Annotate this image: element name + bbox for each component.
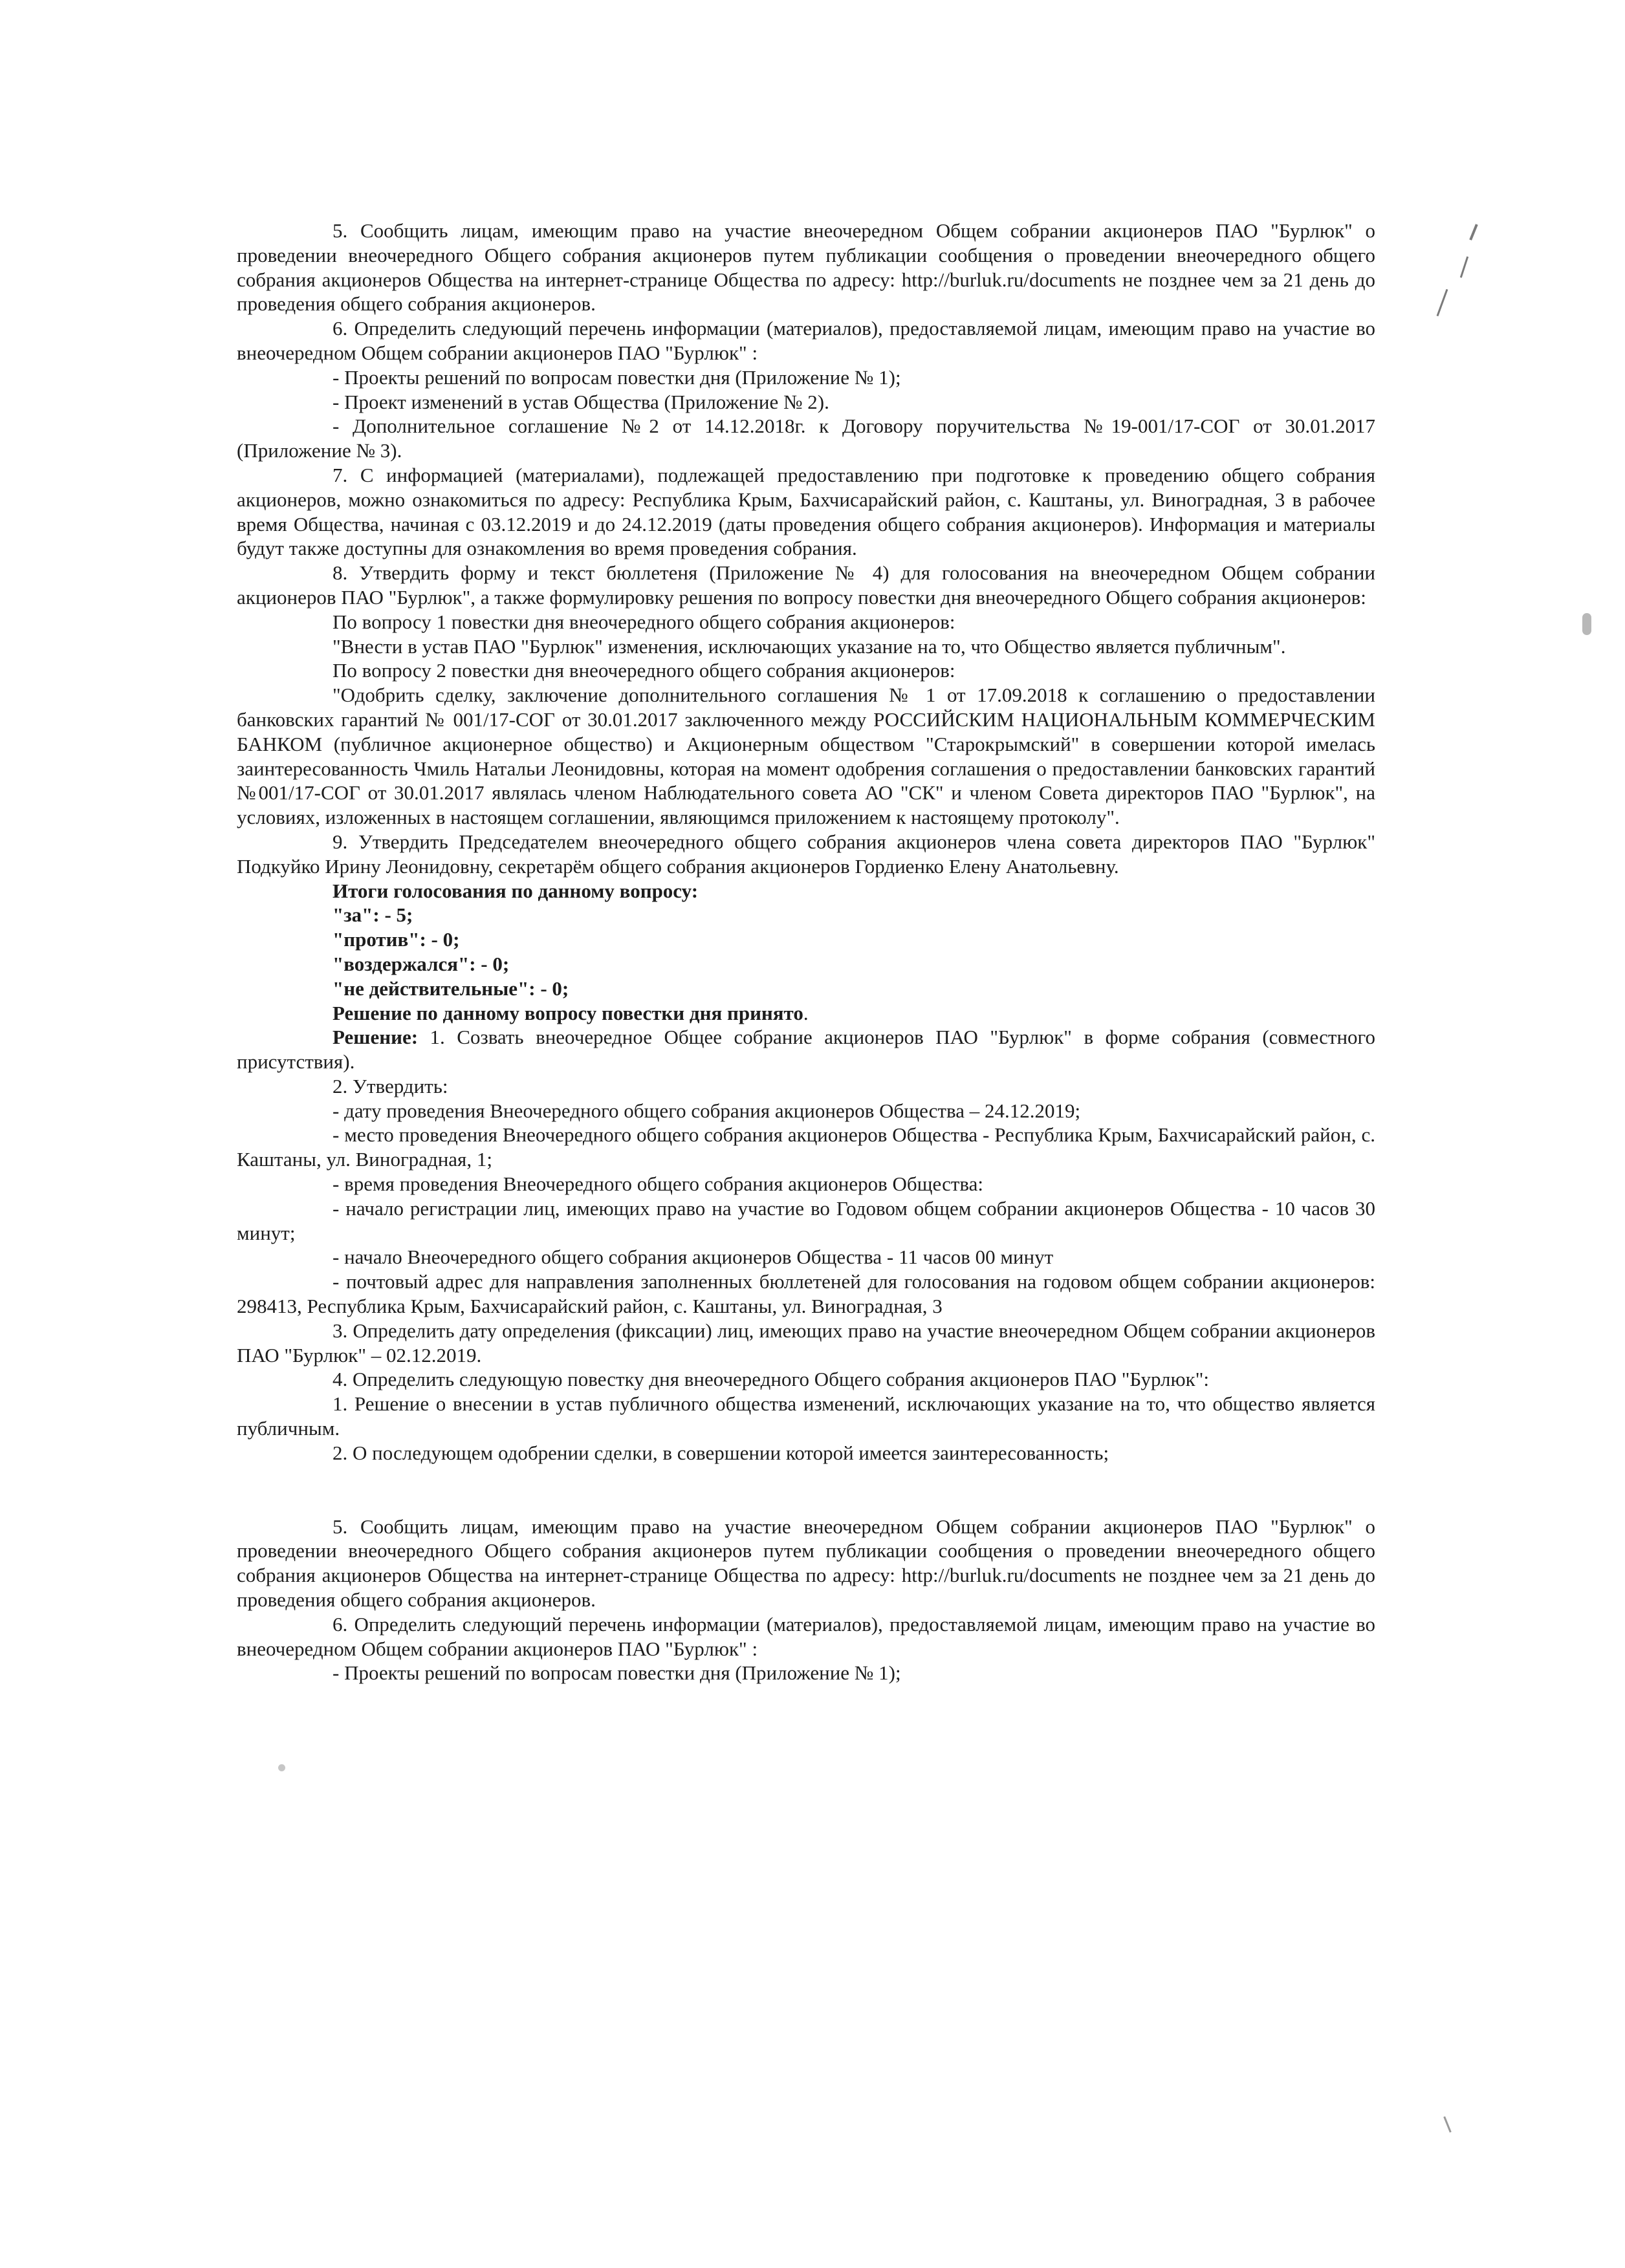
list-item: - начало регистрации лиц, имеющих право на участие во Годовом общем собрании акционеров Общества - 10 часов 30 минут; bbox=[237, 1196, 1375, 1244]
votes-against: "против": - 0; bbox=[333, 928, 460, 951]
list-item: - почтовый адрес для направления заполненных бюллетеней для голосования на годовом общем собрании акционеров: 298413, Республика Крым, Бахчисарайский район, с. Каштаны, ул. Виноградная, 3 bbox=[237, 1270, 1375, 1318]
agenda-question-2-heading: По вопросу 2 повестки дня внеочередного общего собрания акционеров: bbox=[333, 659, 955, 682]
paragraph-item-7: 7. С информацией (материалами), подлежащей предоставлению при подготовке к проведению общего собрания акционеров, можно ознакомиться по адресу: Республика Крым, Бахчисарайский район, с. Каштаны, ул. Виноградная, 3 в рабочее время Общества, начиная с 03.12.2019 и до 24.12.2019 (даты проведения общего собрания акционеров). Информация и материалы будут также доступны для ознакомления во время проведения собрания. bbox=[237, 463, 1375, 560]
votes-abstain: "воздержался": - 0; bbox=[333, 952, 510, 975]
decision-label: Решение: bbox=[333, 1026, 419, 1049]
paragraph-item-8: 8. Утвердить форму и текст бюллетеня (Приложение № 4) для голосования на внеочередном Общем собрании акционеров ПАО "Бурлюк", а также формулировку решения по вопросу повестки дня внеочередного Общего собрания акционеров: bbox=[237, 561, 1375, 609]
scan-mark bbox=[1437, 289, 1448, 316]
decision-item-3: 3. Определить дату определения (фиксации) лиц, имеющих право на участие внеочередном Общем собрании акционеров ПАО "Бурлюк" – 02.12.2019. bbox=[237, 1319, 1375, 1366]
section-gap bbox=[237, 1465, 1375, 1515]
list-item: - дату проведения Внеочередного общего собрания акционеров Общества – 24.12.2019; bbox=[333, 1099, 1081, 1122]
paragraph-item-5: 5. Сообщить лицам, имеющим право на участие внеочередном Общем собрании акционеров ПАО "Бурлюк" о проведении внеочередного Общего собрания акционеров путем публикации сообщения о проведении внеочередного общего собрания акционеров Общества на интернет-странице Общества по адресу: http://burluk.ru/documents не позднее чем за 21 день до проведения общего собрания акционеров. bbox=[237, 219, 1375, 316]
list-item: - начало Внеочередного общего собрания акционеров Общества - 11 часов 00 минут bbox=[333, 1246, 1054, 1269]
list-item: - Проекты решений по вопросам повестки дня (Приложение № 1); bbox=[333, 365, 901, 389]
decision-status-period: . bbox=[803, 1001, 809, 1024]
decision-status bbox=[237, 1001, 1375, 1026]
decision-status-text: Решение по данному вопросу повестки дня принято bbox=[333, 1001, 803, 1024]
list-item: - Проекты решений по вопросам повестки дня (Приложение № 1); bbox=[333, 1661, 901, 1685]
document-body bbox=[237, 219, 1375, 1685]
paragraph-item-6: 6. Определить следующий перечень информации (материалов), предоставляемой лицам, имеющим право на участие во внеочередном Общем собрании акционеров ПАО "Бурлюк" : bbox=[237, 317, 1375, 364]
paragraph-item-6-repeat: 6. Определить следующий перечень информации (материалов), предоставляемой лицам, имеющим право на участие во внеочередном Общем собрании акционеров ПАО "Бурлюк" : bbox=[237, 1612, 1375, 1660]
scan-smudge bbox=[1582, 613, 1591, 635]
scan-mark bbox=[1443, 2116, 1452, 2132]
list-item: - Проект изменений в устав Общества (Приложение № 2). bbox=[333, 390, 829, 413]
agenda-question-1-text: "Внести в устав ПАО "Бурлюк" изменения, исключающих указание на то, что Общество является публичным". bbox=[333, 634, 1286, 658]
list-item: - место проведения Внеочередного общего собрания акционеров Общества - Республика Крым, Бахчисарайский район, с. Каштаны, ул. Виноградная, 1; bbox=[237, 1123, 1375, 1171]
scan-mark bbox=[1460, 256, 1468, 277]
decision-item-2: 2. Утвердить: bbox=[333, 1074, 448, 1097]
scan-mark bbox=[1469, 224, 1478, 241]
votes-invalid: "не действительные": - 0; bbox=[333, 977, 569, 1000]
agenda-item-1: 1. Решение о внесении в устав публичного общества изменений, исключающих указание на то, что общество является публичным. bbox=[237, 1392, 1375, 1440]
agenda-question-1-heading: По вопросу 1 повестки дня внеочередного общего собрания акционеров: bbox=[333, 610, 955, 633]
list-item: - время проведения Внеочередного общего собрания акционеров Общества: bbox=[333, 1172, 983, 1196]
scan-dot bbox=[278, 1764, 285, 1771]
paragraph-item-5-repeat: 5. Сообщить лицам, имеющим право на участие внеочередном Общем собрании акционеров ПАО "Бурлюк" о проведении внеочередного Общего собрания акционеров путем публикации сообщения о проведении внеочередного общего собрания акционеров Общества на интернет-странице Общества по адресу: http://burluk.ru/documents не позднее чем за 21 день до проведения общего собрания акционеров. bbox=[237, 1515, 1375, 1612]
paragraph-item-9: 9. Утвердить Председателем внеочередного общего собрания акционеров члена совета директоров ПАО "Бурлюк" Подкуйко Ирину Леонидовну, секретарём общего собрания акционеров Гордиенко Елену Анатольевну. bbox=[237, 830, 1375, 878]
votes-for: "за": - 5; bbox=[333, 903, 413, 927]
agenda-item-2: 2. О последующем одобрении сделки, в совершении которой имеется заинтересованность; bbox=[333, 1441, 1109, 1464]
agenda-question-2-text: "Одобрить сделку, заключение дополнительного соглашения № 1 от 17.09.2018 к соглашению о предоставлении банковских гарантий № 001/17-СОГ от 30.01.2017 заключенного между РОССИЙСКИМ НАЦИОНАЛЬНЫМ КОММЕРЧЕСКИМ БАНКОМ (публичное акционерное общество) и Акционерным обществом "Старокрымский" в совершении которой имелась заинтересованность Чмиль Натальи Леонидовны, которая на момент одобрения соглашения о предоставлении банковских гарантий №001/17-СОГ от 30.01.2017 являлась членом Наблюдательного совета АО "СК" и членом Совета директоров ПАО "Бурлюк", на условиях, изложенных в настоящем соглашении, являющимся приложением к настоящему протоколу". bbox=[237, 684, 1375, 829]
decision-item-4: 4. Определить следующую повестку дня внеочередного Общего собрания акционеров ПАО "Бурлюк": bbox=[333, 1368, 1210, 1391]
decision-text: 1. Созвать внеочередное Общее собрание акционеров ПАО "Бурлюк" в форме собрания (совместного присутствия). bbox=[237, 1026, 1375, 1074]
list-item: - Дополнительное соглашение №2 от 14.12.2018г. к Договору поручительства №19-001/17-СОГ от 30.01.2017 (Приложение № 3). bbox=[237, 415, 1375, 462]
decision-paragraph bbox=[237, 1025, 1375, 1074]
voting-results-title: Итоги голосования по данному вопросу: bbox=[333, 879, 699, 902]
